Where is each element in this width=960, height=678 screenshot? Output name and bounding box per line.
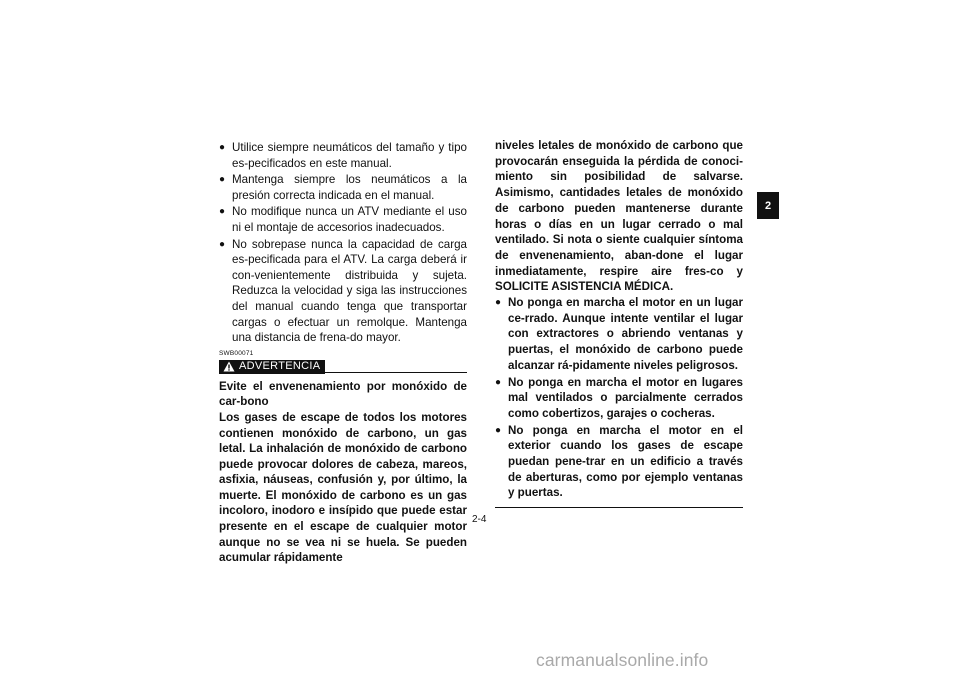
- bullet-icon: ●: [219, 238, 226, 250]
- warning-badge: [219, 360, 325, 374]
- warning-code: SWB00071: [219, 349, 254, 357]
- list-item: [495, 295, 743, 374]
- warning-end-rule: [495, 507, 743, 508]
- list-item-text: Mantenga siempre los neumáticos a la presión correcta indicada en el manual.: [232, 173, 467, 202]
- warning-continuation: niveles letales de monóxido de carbono que provocarán enseguida la pérdida de conoci-miento sin posibilidad de salvarse. Asimismo, cantidades letales de monóxido de carbono pueden mantenerse durante horas o días en un lugar cerrado o mal ventilado. Si nota o siente cualquier síntoma de envenenamiento, aban-done el lugar inmediatamente, respire aire fres-co y SOLICITE ASISTENCIA MÉDICA.: [495, 139, 743, 294]
- list-item: [219, 237, 467, 346]
- warning-rule: [325, 372, 467, 373]
- left-column: [219, 140, 467, 566]
- bullet-icon: ●: [495, 376, 502, 388]
- watermark: carmanualsonline.info: [536, 650, 709, 670]
- warning-text: Los gases de escape de todos los motores contienen monóxido de carbono, un gas letal. La inhalación de monóxido de carbono puede provocar dolores de cabeza, mareos, asfixia, náuseas, confusión y, por último, la muerte. El monóxido de carbono es un gas incoloro, inodoro e insípido que puede estar presente en el escape de cualquier motor aunque no se vea ni se huela. Se pueden acumular rápidamente: [219, 410, 467, 565]
- list-item-text: Utilice siempre neumáticos del tamaño y tipo es-pecificados en este manual.: [232, 141, 467, 170]
- list-item-text: No ponga en marcha el motor en un lugar ce-rrado. Aunque intente ventilar el lugar con extractores o abriendo ventanas y puertas, el monóxido de carbono puede alcanzar rá-pidamente niveles peligrosos.: [508, 296, 743, 372]
- right-column: [495, 138, 743, 508]
- list-item: [495, 375, 743, 422]
- list-item-text: No modifique nunca un ATV mediante el uso ni el montaje de accesorios inadecuados.: [232, 205, 467, 234]
- bullet-icon: ●: [495, 424, 502, 436]
- list-item: [219, 140, 467, 171]
- chapter-tab: 2: [757, 192, 779, 219]
- list-item-text: No ponga en marcha el motor en el exterior cuando los gases de escape puedan pene-trar en un edificio a través de aberturas, como por ejemplo ventanas y puertas.: [508, 423, 743, 500]
- bullet-icon: ●: [495, 297, 502, 309]
- list-item-text: No ponga en marcha el motor en lugares mal ventilados o parcialmente cerrados como cobertizos, garajes o cocheras.: [508, 375, 743, 420]
- list-item: [219, 204, 467, 235]
- bullet-icon: ●: [219, 174, 226, 186]
- page-number: 2-4: [472, 514, 487, 525]
- list-item: [219, 172, 467, 203]
- bullet-icon: ●: [219, 206, 226, 218]
- list-item-text: No sobrepase nunca la capacidad de carga es-pecificada para el ATV. La carga deberá ir con-venientemente distribuida y sujeta. Reduzca la velocidad y siga las instrucciones del manual cuando tenga que transportar cargas o efectuar un remolque. Mantenga una distancia de frena-do mayor.: [232, 237, 467, 345]
- warning-header: [219, 359, 467, 375]
- warning-label: ADVERTENCIA: [239, 359, 321, 372]
- warning-triangle-icon: [223, 361, 235, 372]
- list-item: [495, 423, 743, 502]
- bullet-icon: ●: [219, 142, 226, 153]
- warning-title: Evite el envenenamiento por monóxido de car-bono: [219, 379, 467, 409]
